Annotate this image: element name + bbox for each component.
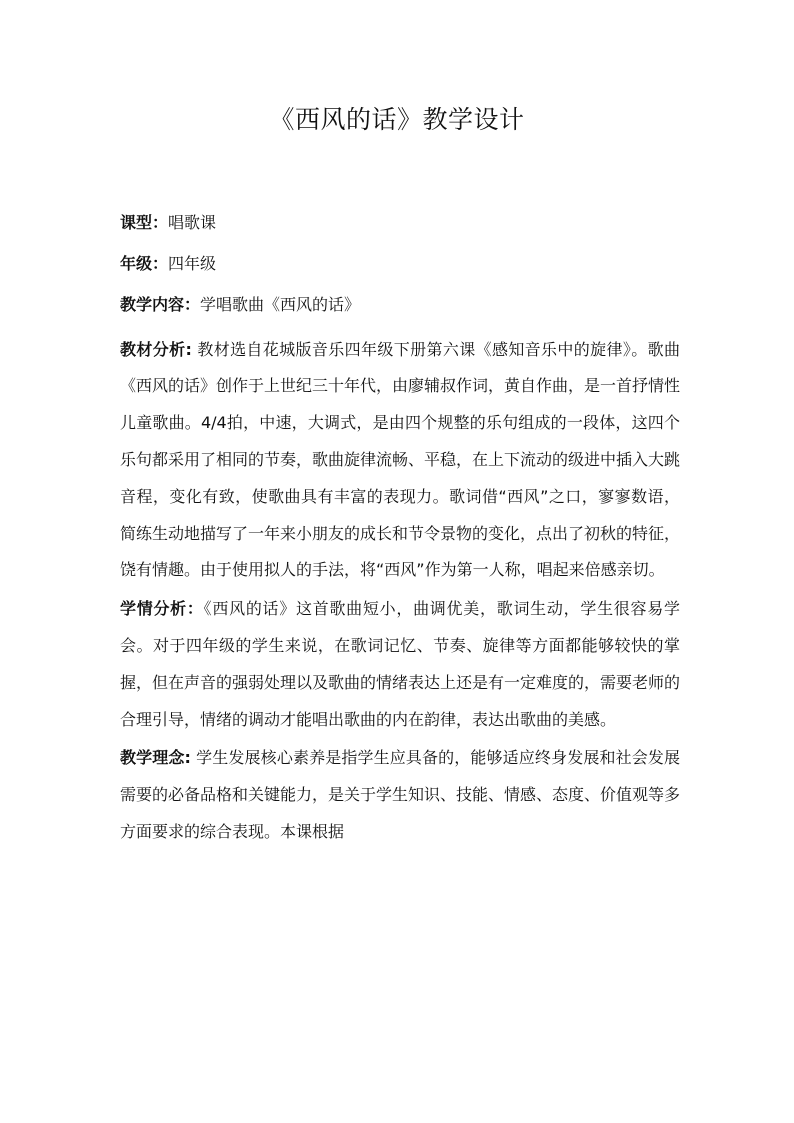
teaching-philosophy-text: 学生发展核心素养是指学生应具备的，能够适应终身发展和社会发展需要的必备品格和关键能力，是关于学生知识、技能、情感、态度、价值观等多方面要求的综合表现。本课根据	[120, 748, 681, 841]
textbook-analysis-text: 教材选自花城版音乐四年级下册第六课《感知音乐中的旋律》。歌曲《西风的话》创作于上世纪三十年代，由廖辅叔作词，黄自作曲，是一首抒情性儿童歌曲。4/4拍，中速，大调式，是由四个规整的乐句组成的一段体，这四个乐句都采用了相同的节奏，歌曲旋律流畅、平稳，在上下流动的级进中插入大跳音程，变化有致，使歌曲具有丰富的表现力。歌词借“西风”之口，寥寥数语，简练生动地描写了一年来小朋友的成长和节令景物的变化，点出了初秋的特征，饶有情趣。由于使用拟人的手法，将“西风”作为第一人称，唱起来倍感亲切。	[120, 339, 681, 580]
grade-label: 年级：	[120, 254, 169, 274]
paragraph-grade	[120, 249, 680, 280]
lesson-type-label: 课型：	[120, 213, 169, 232]
learner-analysis-label: 学情分析：	[120, 599, 204, 619]
paragraph-learner-analysis	[120, 591, 680, 738]
paragraph-textbook-analysis	[120, 332, 680, 590]
paragraph-lesson-type	[120, 208, 680, 239]
document-body	[120, 208, 680, 851]
textbook-analysis-label: 教材分析:	[120, 339, 192, 359]
paragraph-teaching-philosophy	[120, 740, 680, 850]
document-title: 《西风的话》教学设计	[269, 105, 525, 134]
teaching-content-value: 学唱歌曲《西风的话》	[200, 295, 361, 315]
teaching-philosophy-label: 教学理念:	[120, 748, 191, 768]
paragraph-teaching-content	[120, 290, 680, 321]
teaching-content-label: 教学内容：	[120, 295, 201, 315]
lesson-type-value: 唱歌课	[168, 213, 217, 232]
grade-value: 四年级	[168, 254, 217, 274]
learner-analysis-text: 《西风的话》这首歌曲短小，曲调优美，歌词生动，学生很容易学会。对于四年级的学生来说，在歌词记忆、节奏、旋律等方面都能够较快的掌握，但在声音的强弱处理以及歌曲的情绪表达上还是有一定难度的，需要老师的合理引导，情绪的调动才能唱出歌曲的内在韵律，表达出歌曲的美感。	[120, 599, 681, 729]
